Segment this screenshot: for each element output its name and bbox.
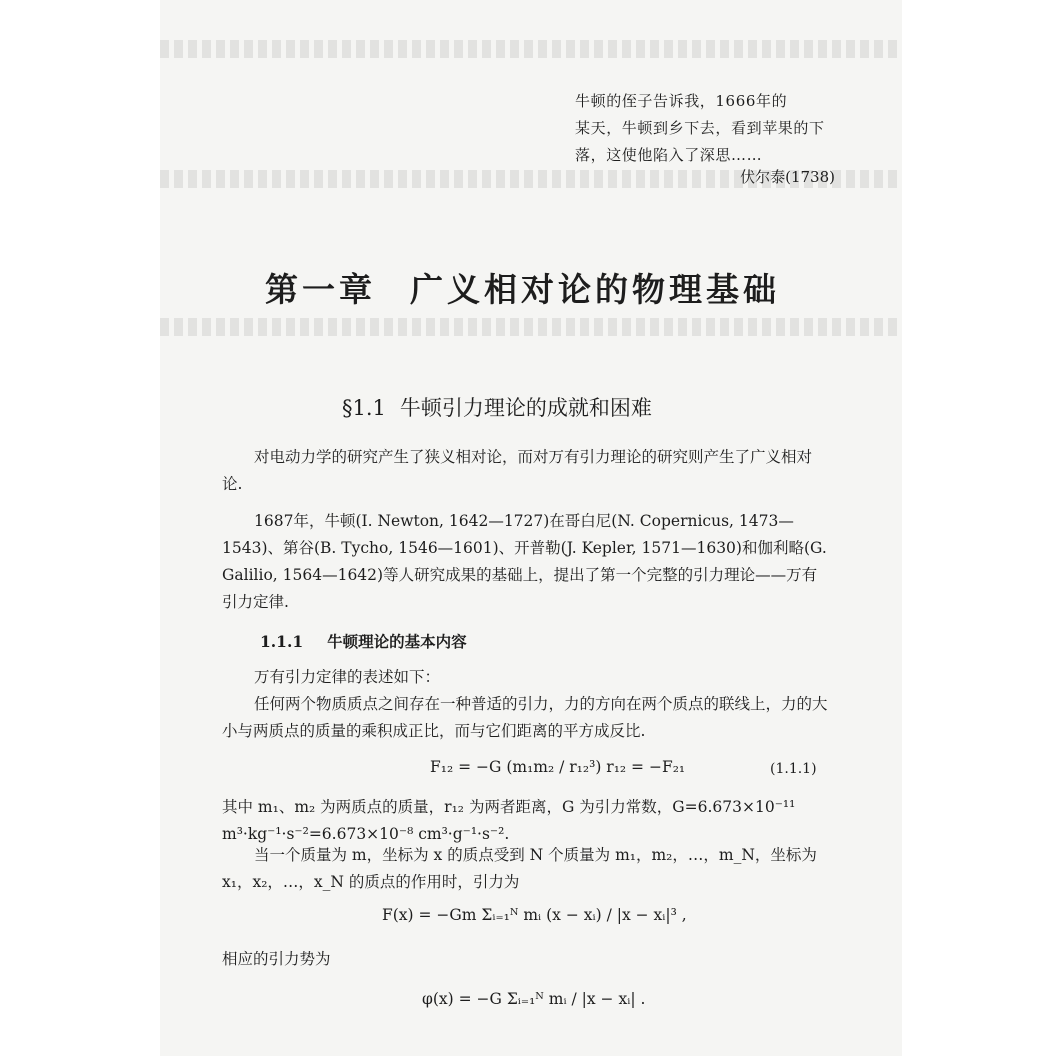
chapter-heading — [265, 264, 825, 311]
paragraph-potential-intro: 相应的引力势为 — [222, 950, 331, 968]
subsection-heading — [260, 630, 467, 652]
chapter-title: 广义相对论的物理基础 — [410, 270, 780, 309]
equation-gravitational-force: F₁₂ = −G (m₁m₂ / r₁₂³) r₁₂ = −F₂₁ — [430, 758, 686, 776]
epigraph-attribution: 伏尔泰(1738) — [740, 168, 835, 186]
chapter-number: 第一章 — [265, 270, 376, 309]
bleed-through-text — [160, 318, 902, 336]
section-number: §1.1 — [342, 396, 386, 420]
book-page — [160, 0, 902, 1056]
subsection-number: 1.1.1 — [260, 632, 304, 651]
paragraph-law-intro: 万有引力定律的表述如下： — [254, 668, 441, 686]
epigraph — [575, 88, 835, 169]
paragraph-intro: 对电动力学的研究产生了狭义相对论，而对万有引力理论的研究则产生了广义相对论. — [222, 448, 813, 493]
paragraph-constants: 其中 m₁、m₂ 为两质点的质量，r₁₂ 为两者距离，G 为引力常数，G=6.673×10⁻¹¹ m³·kg⁻¹·s⁻²=6.673×10⁻⁸ cm³·g⁻¹·s⁻². — [222, 798, 796, 843]
epigraph-line: 牛顿的侄子告诉我，1666年的 — [575, 92, 788, 110]
paragraph-n-body: 当一个质量为 m，坐标为 x 的质点受到 N 个质量为 m₁，m₂，…，m_N，坐标为 x₁，x₂，…，x_N 的质点的作用时，引力为 — [222, 846, 817, 891]
epigraph-line: 落，这使他陷入了深思…… — [575, 146, 763, 164]
section-heading — [342, 392, 652, 422]
paragraph-newton: 1687年，牛顿(I. Newton, 1642—1727)在哥白尼(N. Copernicus, 1473—1543)、第谷(B. Tycho, 1546—1601)、开普勒(J. Kepler, 1571—1630)和伽利略(G. Galilio, 1564—1642)等人研究成果的基础上，提出了第一个完整的引力理论——万有引力定律. — [222, 512, 827, 611]
section-title: 牛顿引力理论的成就和困难 — [399, 396, 652, 420]
bleed-through-text — [160, 40, 902, 58]
equation-number: (1.1.1) — [770, 761, 817, 777]
equation-potential: φ(x) = −G Σᵢ₌₁ᴺ mᵢ / |x − xᵢ| . — [422, 990, 646, 1008]
equation-n-body-force: F(x) = −Gm Σᵢ₌₁ᴺ mᵢ (x − xᵢ) / |x − xᵢ|³ , — [382, 906, 687, 924]
epigraph-line: 某天，牛顿到乡下去，看到苹果的下 — [575, 119, 825, 137]
subsection-title: 牛顿理论的基本内容 — [327, 632, 467, 651]
paragraph-law-statement: 任何两个物质质点之间存在一种普适的引力，力的方向在两个质点的联线上，力的大小与两质点的质量的乘积成正比，而与它们距离的平方成反比. — [222, 695, 828, 740]
